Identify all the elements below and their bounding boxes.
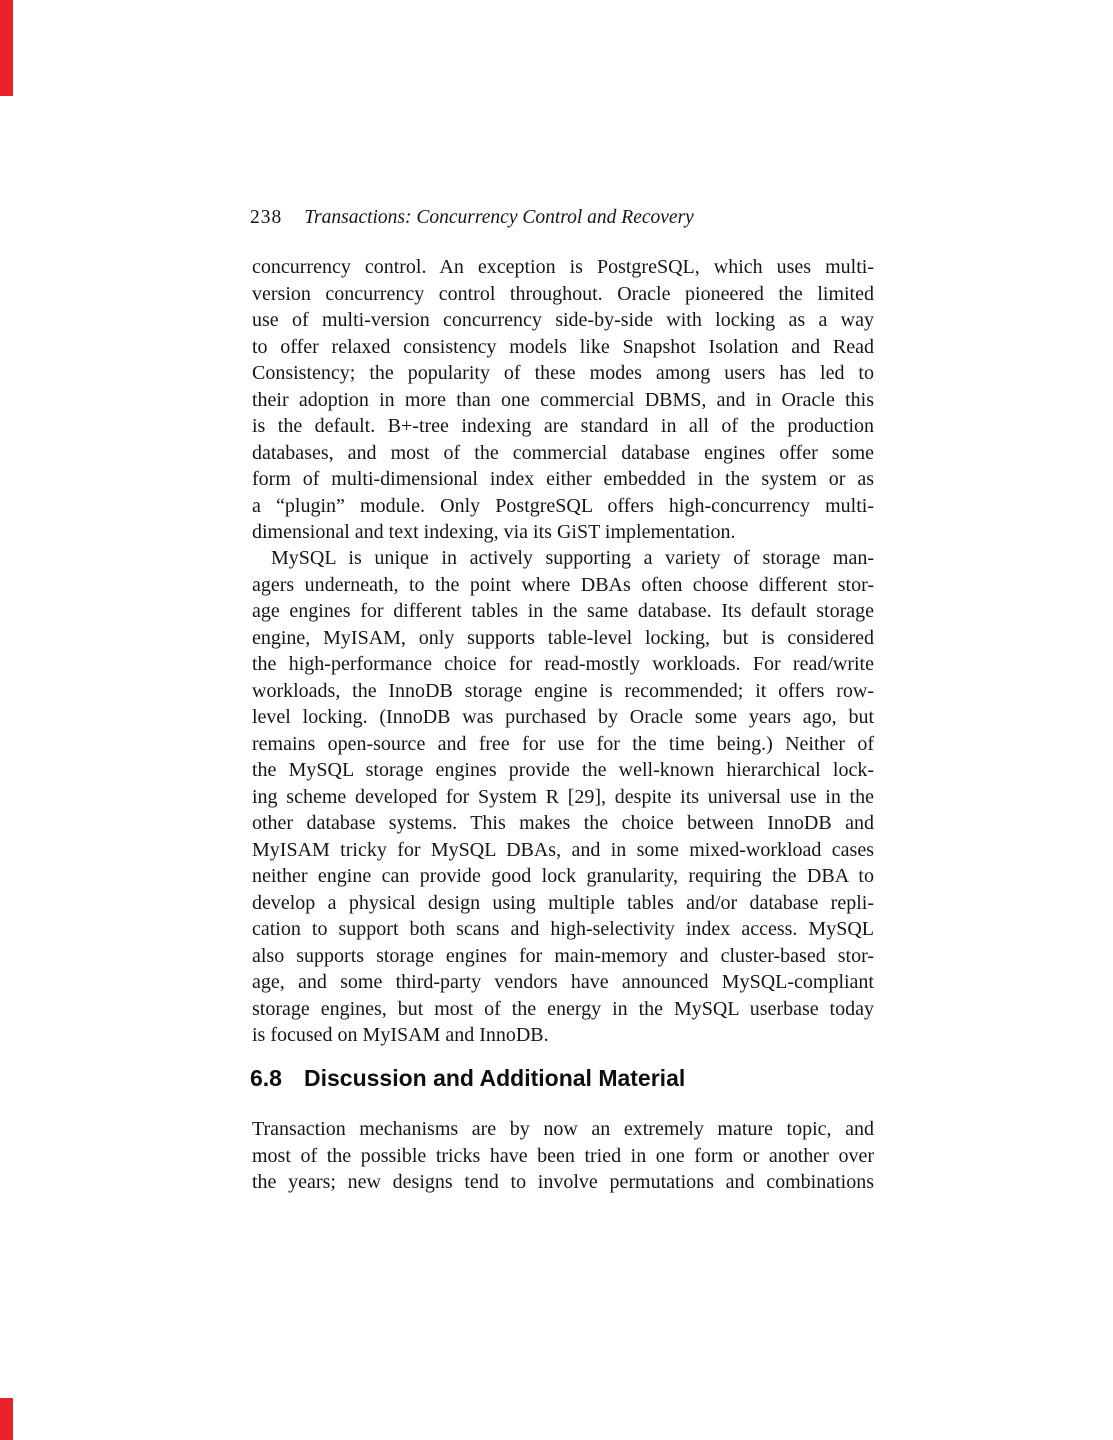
text-line: MyISAM tricky for MySQL DBAs, and in some mixed-workload cases — [252, 838, 874, 861]
text-line: MySQL is unique in actively supporting a variety of storage man- — [271, 547, 874, 569]
text-line: concurrency control. An exception is PostgreSQL, which uses multi- — [252, 256, 874, 278]
text-line: workloads, the InnoDB storage engine is recommended; it offers row- — [252, 679, 874, 702]
text-line: their adoption in more than one commercial DBMS, and in Oracle this — [252, 388, 874, 411]
running-header — [250, 207, 874, 229]
text-line: most of the possible tricks have been tried in one form or another over — [252, 1144, 874, 1167]
scan-edge-mark-bottom — [0, 1398, 13, 1440]
section-heading — [250, 1064, 874, 1092]
text-line: agers underneath, to the point where DBAs often choose different stor- — [252, 573, 874, 596]
scan-edge-mark-top — [0, 0, 13, 96]
text-line: version concurrency control throughout. Oracle pioneered the limited — [252, 282, 874, 305]
text-line: other database systems. This makes the choice between InnoDB and — [252, 812, 874, 834]
text-line: ing scheme developed for System R [29], despite its universal use in the — [252, 785, 874, 808]
text-line: level locking. (InnoDB was purchased by Oracle some years ago, but — [252, 706, 874, 728]
text-line: databases, and most of the commercial database engines offer some — [252, 441, 874, 464]
text-line: engine, MyISAM, only supports table-level locking, but is considered — [252, 626, 874, 649]
text-line: is the default. B+-tree indexing are standard in all of the production — [252, 415, 874, 437]
text-line: a “plugin” module. Only PostgreSQL offers high-concurrency multi- — [252, 494, 874, 517]
text-line: Consistency; the popularity of these modes among users has led to — [252, 362, 874, 384]
text-line: the high-performance choice for read-mostly workloads. For read/write — [252, 653, 874, 675]
text-line: is focused on MyISAM and InnoDB. — [252, 1024, 549, 1046]
text-line: form of multi-dimensional index either embedded in the system or as — [252, 468, 874, 490]
text-line: the years; new designs tend to involve permutations and combinations — [252, 1171, 874, 1193]
text-line: dimensional and text indexing, via its GiST implementation. — [252, 521, 736, 543]
body-paragraph-3 — [252, 1116, 874, 1196]
text-line: age engines for different tables in the same database. Its default storage — [252, 600, 874, 622]
section-number: 6.8 — [250, 1065, 282, 1091]
text-line: remains open-source and free for use for the time being.) Neither of — [252, 732, 874, 755]
text-line: storage engines, but most of the energy in the MySQL userbase today — [252, 997, 874, 1020]
text-line: age, and some third-party vendors have announced MySQL-compliant — [252, 971, 874, 993]
text-line: develop a physical design using multiple tables and/or database repli- — [252, 891, 874, 914]
page-number: 238 — [250, 207, 283, 228]
text-line: Transaction mechanisms are by now an extremely mature topic, and — [252, 1118, 874, 1140]
running-title: Transactions: Concurrency Control and Recovery — [304, 207, 694, 228]
text-line: the MySQL storage engines provide the well-known hierarchical lock- — [252, 759, 874, 781]
text-line: cation to support both scans and high-selectivity index access. MySQL — [252, 918, 874, 940]
body-paragraph-2 — [252, 545, 874, 1049]
text-line: use of multi-version concurrency side-by-side with locking as a way — [252, 309, 874, 331]
text-line: neither engine can provide good lock granularity, requiring the DBA to — [252, 865, 874, 887]
text-line: also supports storage engines for main-memory and cluster-based stor- — [252, 944, 874, 967]
text-line: to offer relaxed consistency models like Snapshot Isolation and Read — [252, 335, 874, 358]
body-paragraph-1 — [252, 254, 874, 546]
section-title: Discussion and Additional Material — [303, 1065, 686, 1091]
